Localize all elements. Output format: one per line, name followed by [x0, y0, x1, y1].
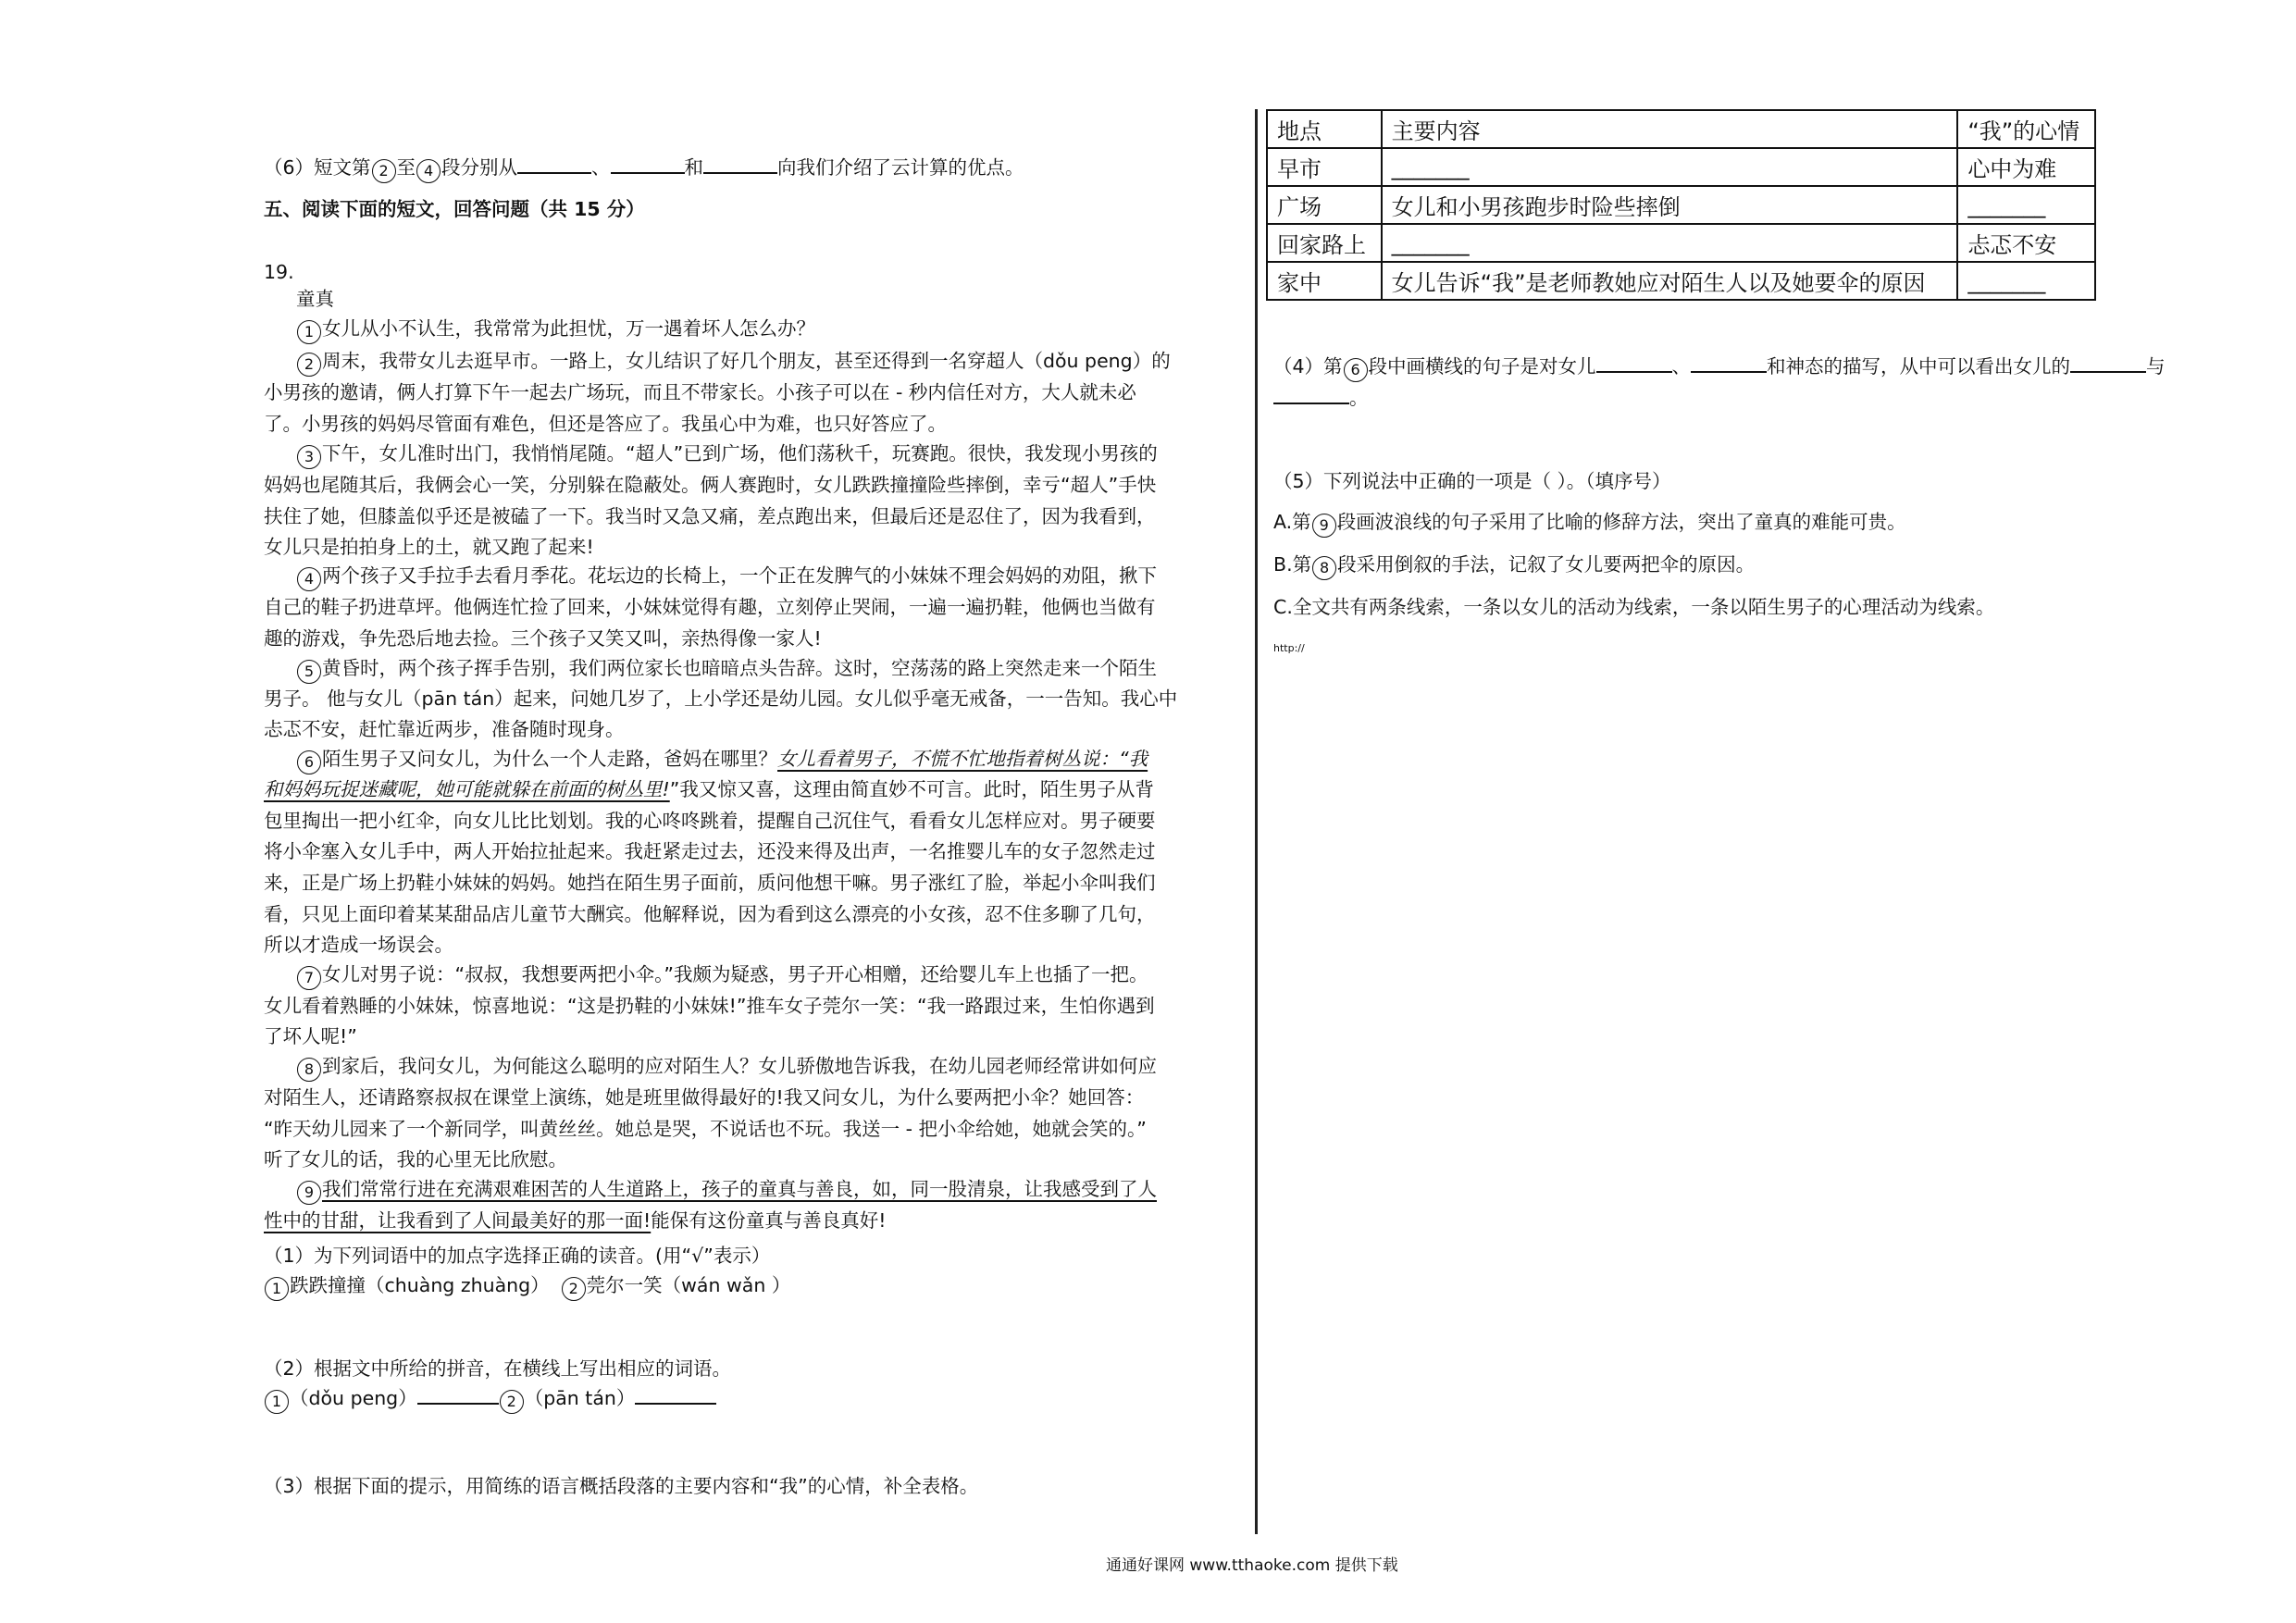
- underlined-sentence: 女儿看着男子，不慌不忙地指着树丛说：“我: [777, 748, 1148, 770]
- paragraph-7-line-2: 女儿看着熟睡的小妹妹，惊喜地说：“这是扔鞋的小妹妹!”推车女子莞尔一笑：“我一路跟过来，生怕你遇到: [264, 995, 1155, 1017]
- answer-blank[interactable]: [635, 1386, 716, 1405]
- paragraph-6-line-1: 6 陌生男子又问女儿，为什么一个人走路，爸妈在哪里？女儿看着男子，不慌不忙地指着树丛说：“我: [264, 746, 1148, 774]
- circled-number: 4: [416, 159, 441, 183]
- circled-number: 1: [297, 320, 321, 344]
- circled-number: 8: [297, 1058, 321, 1082]
- circled-number: 9: [297, 1181, 321, 1205]
- paragraph-6-line-2: 和妈妈玩捉迷藏呢，她可能就躲在前面的树丛里!”我又惊又喜，这理由简直妙不可言。此时，陌生男子从背: [264, 778, 1154, 800]
- paragraph-2-line-2: 小男孩的邀请，俩人打算下午一起去广场玩，而且不带家长。小孩子可以在 - 秒内信任对方，大人就未必: [264, 381, 1136, 403]
- table-cell: 女儿和小男孩跑步时险些摔倒: [1382, 186, 1958, 224]
- table-cell: 主要内容: [1382, 110, 1958, 148]
- circled-number: 9: [1312, 514, 1336, 538]
- table-row: [1267, 148, 2095, 186]
- table-cell: 广场: [1267, 186, 1382, 224]
- wavy-underlined-sentence: 性中的甘甜，让我看到了人间最美好的那一面!: [264, 1209, 652, 1232]
- sub-question-2: （2）根据文中所给的拼音，在横线上写出相应的词语。: [264, 1357, 732, 1380]
- paragraph-6-line-7: 所以才造成一场误会。: [264, 934, 453, 956]
- table-cell: 家中: [1267, 262, 1382, 300]
- answer-blank[interactable]: [1691, 354, 1767, 373]
- circled-number: 7: [297, 966, 321, 990]
- question-19-number: 19.: [264, 261, 294, 283]
- paragraph-4-line-3: 趣的游戏，争先恐后地去捡。三个孩子又笑又叫，亲热得像一家人!: [264, 627, 822, 650]
- answer-blank[interactable]: [2070, 354, 2146, 373]
- column-divider: [1255, 109, 1258, 1534]
- circled-number: 6: [1344, 358, 1368, 382]
- sub-question-1-options: 1 跌跌撞撞（chuàng zhuàng） 2 莞尔一笑（wán wǎn ）: [264, 1272, 790, 1301]
- paragraph-6-line-5: 来，正是广场上扔鞋小妹妹的妈妈。她挡在陌生男子面前，质问他想干嘛。男子涨红了脸，举起小伞叫我们: [264, 872, 1156, 894]
- paragraph-9-line-1: [264, 1176, 1157, 1205]
- sub-question-3: （3）根据下面的提示，用简练的语言概括段落的主要内容和“我”的心情，补全表格。: [264, 1475, 979, 1497]
- paragraph-2-line-1: 2 周末，我带女儿去逛早市。一路上，女儿结识了好几个朋友，甚至还得到一名穿超人（dǒu peng）的: [264, 348, 1171, 377]
- paragraph-8-line-4: 听了女儿的话，我的心里无比欣慰。: [264, 1148, 567, 1171]
- table-cell: 地点: [1267, 110, 1382, 148]
- circled-number: 2: [500, 1390, 524, 1414]
- table-cell: “我”的心情: [1957, 110, 2095, 148]
- table-cell[interactable]: _______: [1382, 148, 1958, 186]
- table-cell: 忐忑不安: [1957, 224, 2095, 262]
- circled-number: 2: [372, 159, 396, 183]
- paragraph-7-line-1: 7 女儿对男子说：“叔叔，我想要两把小伞。”我颇为疑惑，男子开心相赠，还给婴儿车上也插了一把。: [264, 961, 1148, 990]
- underlined-sentence: 和妈妈玩捉迷藏呢，她可能就躲在前面的树丛里!: [264, 778, 670, 800]
- circled-number: 8: [1312, 556, 1336, 580]
- wavy-underlined-sentence: 我们常常行进在充满艰难困苦的人生道路上，孩子的童真与善良，如，同一股清泉，让我感受到了人: [322, 1178, 1157, 1200]
- paragraph-2-line-3: 了。小男孩的妈妈尽管面有难色，但还是答应了。我虽心中为难，也只好答应了。: [264, 413, 947, 435]
- circled-number: 1: [265, 1390, 289, 1414]
- table-cell[interactable]: _______: [1382, 224, 1958, 262]
- paragraph-6-line-3: 包里掏出一把小红伞，向女儿比比划划。我的心咚咚跳着，提醒自己沉住气，看看女儿怎样应对。男子硬要: [264, 810, 1156, 832]
- answer-blank[interactable]: [1596, 354, 1672, 373]
- table-cell[interactable]: _______: [1957, 186, 2095, 224]
- paragraph-6-line-6: 看，只见上面印着某某甜品店儿童节大酬宾。他解释说，因为看到这么漂亮的小女孩，忍不住多聊了几句，: [264, 903, 1156, 925]
- paragraph-3-line-4: 女儿只是拍拍身上的土，就又跑了起来!: [264, 536, 594, 558]
- summary-table: [1266, 109, 2096, 301]
- paragraph-5-line-2: 男子。 他与女儿（pān tán）起来，问她几岁了，上小学还是幼儿园。女儿似乎毫无戒备，一一告知。我心中: [264, 688, 1178, 710]
- paragraph-4-line-1: 4 两个孩子又手拉手去看月季花。花坛边的长椅上，一个正在发脾气的小妹妹不理会妈妈的劝阻，揪下: [264, 563, 1157, 591]
- table-cell: 早市: [1267, 148, 1382, 186]
- answer-blank[interactable]: [1273, 386, 1349, 404]
- paragraph-5-line-3: 忐忑不安，赶忙靠近两步，准备随时现身。: [264, 718, 625, 740]
- table-row: [1267, 186, 2095, 224]
- paragraph-8-line-3: “昨天幼儿园来了一个新同学，叫黄丝丝。她总是哭，不说话也不玩。我送一 - 把小伞给她，她就会笑的。”: [264, 1118, 1147, 1140]
- paragraph-3-line-1: 3 下午，女儿准时出门，我悄悄尾随。“超人”已到广场，他们荡秋千，玩赛跑。很快，我发现小男孩的: [264, 440, 1158, 469]
- circled-number: 1: [265, 1277, 289, 1301]
- story-title: 童真: [296, 288, 334, 310]
- circled-number: 6: [297, 750, 321, 774]
- circled-number: 3: [297, 445, 321, 469]
- table-row: [1267, 262, 2095, 300]
- paragraph-8-line-2: 对陌生人，还请路察叔叔在课堂上演练，她是班里做得最好的!我又问女儿，为什么要两把小伞？她回答：: [264, 1086, 1145, 1109]
- answer-blank[interactable]: [517, 155, 591, 174]
- table-header-row: [1267, 110, 2095, 148]
- table-cell[interactable]: _______: [1957, 262, 2095, 300]
- question-5-title: （5）下列说法中正确的一项是（ ）。（填序号）: [1273, 470, 1671, 492]
- circled-number: 5: [297, 660, 321, 684]
- option-b[interactable]: B.第 8 段采用倒叙的手法，记叙了女儿要两把伞的原因。: [1273, 551, 1755, 580]
- paragraph-5-line-1: 5 黄昏时，两个孩子挥手告别，我们两位家长也暗暗点头告辞。这时，空荡荡的路上突然走来一个陌生: [264, 655, 1157, 684]
- sub-question-1: （1）为下列词语中的加点字选择正确的读音。(用“√”表示）: [264, 1245, 771, 1267]
- circled-number: 4: [297, 567, 321, 591]
- table-row: [1267, 224, 2095, 262]
- sub-question-2-blanks: 1 （dǒu peng） 2 （pān tán）: [264, 1385, 716, 1414]
- circled-number: 2: [297, 353, 321, 377]
- answer-blank[interactable]: [611, 155, 685, 174]
- paragraph-3-line-2: 妈妈也尾随其后，我俩会心一笑，分别躲在隐蔽处。俩人赛跑时，女儿跌跌撞撞险些摔倒，幸亏“超人”手快: [264, 474, 1157, 496]
- answer-blank[interactable]: [417, 1386, 499, 1405]
- answer-blank[interactable]: [703, 155, 777, 174]
- question-4-line-2: 。: [1273, 385, 1369, 411]
- url-text[interactable]: http://: [1273, 642, 1305, 654]
- paragraph-4-line-2: 自己的鞋子扔进草坪。他俩连忙捡了回来，小妹妹觉得有趣，立刻停止哭闹，一遍一遍扔鞋，他俩也当做有: [264, 596, 1156, 618]
- option-c[interactable]: C.全文共有两条线索，一条以女儿的活动为线索，一条以陌生男子的心理活动为线索。: [1273, 596, 1995, 618]
- paragraph-7-line-3: 了坏人呢!”: [264, 1025, 357, 1047]
- table-cell: 女儿告诉“我”是老师教她应对陌生人以及她要伞的原因: [1382, 262, 1958, 300]
- circled-number: 2: [562, 1277, 586, 1301]
- question-4-line-1: （4）第 6 段中画横线的句子是对女儿 、 和神态的描写，从中可以看出女儿的 与: [1273, 353, 2166, 382]
- paragraph-6-line-4: 将小伞塞入女儿手中，两人开始拉扯起来。我赶紧走过去，还没来得及出声，一名推婴儿车的女子忽然走过: [264, 840, 1156, 862]
- table-cell: 心中为难: [1957, 148, 2095, 186]
- page-footer: 通通好课网 www.tthaoke.com 提供下载: [1106, 1556, 1398, 1575]
- paragraph-3-line-3: 扶住了她，但膝盖似乎还是被磕了一下。我当时又急又痛，差点跑出来，但最后还是忍住了，因为我看到，: [264, 505, 1156, 527]
- section-5-title: 五、阅读下面的短文，回答问题（共 15 分）: [264, 198, 645, 220]
- option-a[interactable]: A.第 9 段画波浪线的句子采用了比喻的修辞方法，突出了童真的难能可贵。: [1273, 509, 1906, 538]
- question-6: （6）短文第 2 至 4 段分别从 、 和 向我们介绍了云计算的优点。: [264, 155, 1024, 183]
- paragraph-1: 1 女儿从小不认生，我常常为此担忧，万一遇着坏人怎么办？: [264, 316, 815, 344]
- paragraph-9-line-2: 性中的甘甜，让我看到了人间最美好的那一面!能保有这份童真与善良真好!: [264, 1209, 887, 1232]
- paragraph-8-line-1: 8 到家后，我问女儿，为何能这么聪明的应对陌生人？女儿骄傲地告诉我，在幼儿园老师经常讲如何应: [264, 1053, 1157, 1082]
- table-cell: 回家路上: [1267, 224, 1382, 262]
